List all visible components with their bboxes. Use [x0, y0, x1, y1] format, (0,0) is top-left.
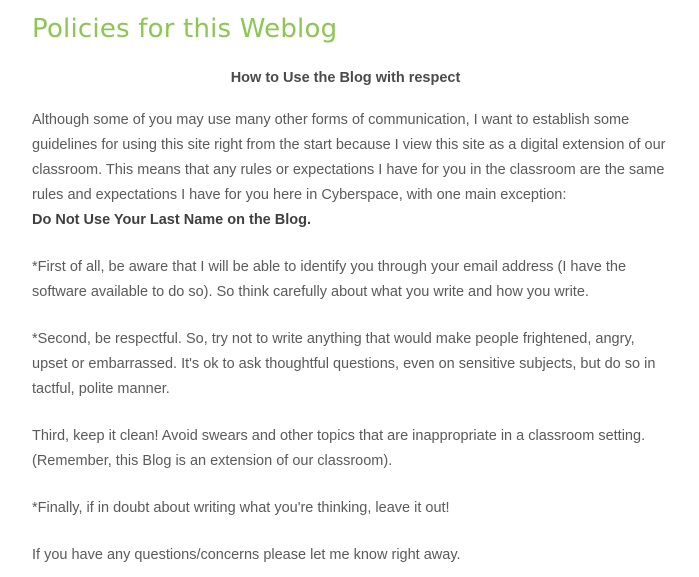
paragraph-rule-first — [32, 255, 667, 305]
paragraph-closing — [32, 543, 667, 568]
paragraph-rule-third-text: Third, keep it clean! Avoid swears and other topics that are inappropriate in a classroom setting. (Remember, this Blog is an extension of our classroom). — [32, 428, 646, 469]
document-subtitle: How to Use the Blog with respect — [230, 70, 461, 86]
paragraph-rule-second — [32, 327, 667, 402]
paragraph-rule-first-text: *First of all, be aware that I will be able to identify you through your email address (I have the software available to do so). So think carefully about what you write and how you write. — [32, 259, 627, 300]
page-title: Policies for this Weblog — [32, 14, 338, 44]
paragraph-intro-text: Although some of you may use many other forms of communication, I want to establish some guidelines for using this site right from the start because I view this site as a digital extension of our classroom. This means that any rules or expectations I have for you in the classroom are the same rules and expectations I have for you here in Cyberspace, with one main exception: — [32, 112, 666, 203]
paragraph-rule-second-text: *Second, be respectful. So, try not to write anything that would make people frightened, angry, upset or embarrassed. It's ok to ask thoughtful questions, even on sensitive subjects, but do so in tactful, polite manner. — [32, 331, 656, 397]
paragraph-rule-finally — [32, 496, 667, 521]
paragraph-rule-finally-text: *Finally, if in doubt about writing what you're thinking, leave it out! — [32, 500, 450, 516]
paragraph-intro — [32, 108, 667, 233]
paragraph-closing-text: If you have any questions/concerns please let me know right away. — [32, 547, 461, 563]
document-body — [32, 108, 667, 568]
paragraph-intro-emphasis: Do Not Use Your Last Name on the Blog. — [32, 212, 312, 228]
paragraph-rule-third — [32, 424, 667, 474]
